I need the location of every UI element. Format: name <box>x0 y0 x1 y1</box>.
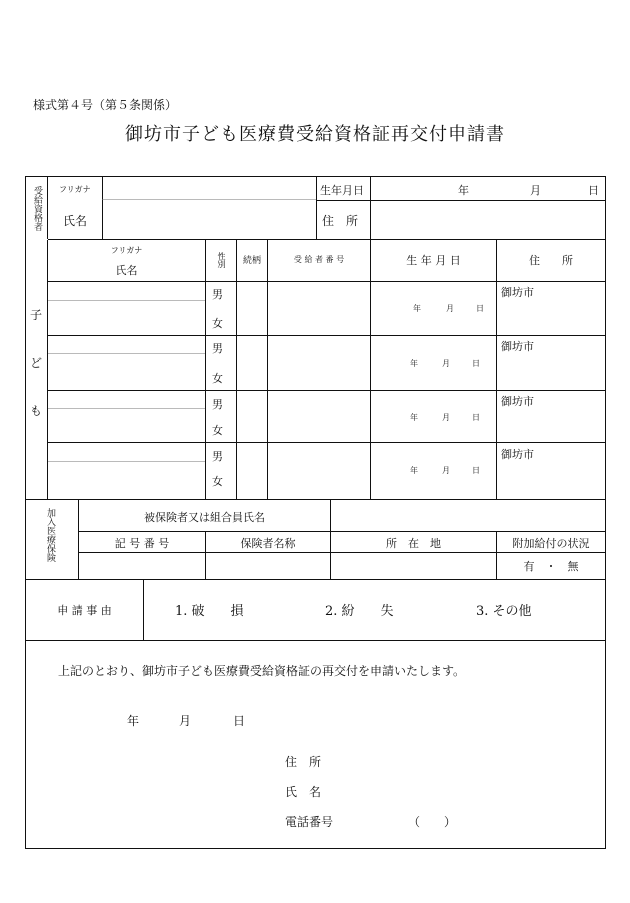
location-label: 所 在 地 <box>386 537 441 550</box>
child-2-female: 女 <box>212 372 223 385</box>
reason-option-other: 3. その他 <box>476 604 532 619</box>
declaration-month: 月 <box>179 714 192 728</box>
child-2-birth-day: 日 <box>472 359 480 368</box>
reason-option-damaged: 1. 破 損 <box>175 604 244 619</box>
children-sex-header: 性別 <box>217 252 226 268</box>
child-4-female: 女 <box>212 475 223 488</box>
child-1-female: 女 <box>212 317 223 330</box>
recipient-birth-year: 年 <box>458 184 469 197</box>
children-side-char-1: 子 <box>29 308 42 322</box>
recipient-birth-day: 日 <box>588 184 599 197</box>
child-1-birth-month: 月 <box>446 304 454 313</box>
applicant-name-label: 氏 名 <box>285 785 322 799</box>
child-3-birth-year: 年 <box>410 413 418 422</box>
declaration-year: 年 <box>127 714 140 728</box>
recipient-side-label: 受給資格者 <box>32 186 42 231</box>
children-address-header: 住 所 <box>529 254 573 267</box>
child-1-birth-day: 日 <box>476 304 484 313</box>
child-3-birth-day: 日 <box>472 413 480 422</box>
child-3-city: 御坊市 <box>501 395 534 408</box>
recipient-address-label: 住 所 <box>322 214 359 228</box>
insurer-name-label: 保険者名称 <box>240 537 296 550</box>
child-2-birth-year: 年 <box>410 359 418 368</box>
form-id: 様式第４号（第５条関係） <box>33 98 178 112</box>
yes-no-option: 有 ・ 無 <box>523 560 579 573</box>
child-3-female: 女 <box>212 424 223 437</box>
reason-label: 申 請 事 由 <box>57 604 112 617</box>
child-2-city: 御坊市 <box>501 340 534 353</box>
child-4-male: 男 <box>212 450 223 463</box>
child-1-birth-year: 年 <box>413 304 421 313</box>
child-4-city: 御坊市 <box>501 448 534 461</box>
child-1-male: 男 <box>212 288 223 301</box>
declaration-text: 上記のとおり、御坊市子ども医療費受給資格証の再交付を申請いたします。 <box>58 664 466 678</box>
child-2-birth-month: 月 <box>442 359 450 368</box>
insurance-side-label: 加入医療保険 <box>45 508 55 562</box>
child-1-city: 御坊市 <box>501 286 534 299</box>
reason-option-lost: 2. 紛 失 <box>325 604 394 619</box>
applicant-phone-label: 電話番号 <box>285 815 334 829</box>
applicant-phone-paren: （ ） <box>408 815 457 829</box>
children-name-header: 氏名 <box>115 264 138 277</box>
child-4-birth-year: 年 <box>410 466 418 475</box>
child-4-birth-day: 日 <box>472 466 480 475</box>
children-side-char-2: ど <box>29 356 42 370</box>
applicant-address-label: 住 所 <box>285 755 322 769</box>
children-relation-header: 続柄 <box>242 256 261 266</box>
insured-name-label: 被保険者又は組合員氏名 <box>144 511 265 524</box>
page-title: 御坊市子ども医療費受給資格証再交付申請書 <box>125 124 505 145</box>
children-side-char-3: も <box>29 404 42 418</box>
child-3-birth-month: 月 <box>442 413 450 422</box>
additional-benefit-label: 附加給付の状況 <box>512 537 590 550</box>
child-2-male: 男 <box>212 342 223 355</box>
recipient-name-label: 氏名 <box>63 214 88 228</box>
children-furigana-header: フリガナ <box>110 246 143 255</box>
child-3-male: 男 <box>212 398 223 411</box>
recipient-birth-month: 月 <box>530 184 541 197</box>
children-birth-header: 生 年 月 日 <box>406 254 461 267</box>
child-4-birth-month: 月 <box>442 466 450 475</box>
recipient-furigana-label: フリガナ <box>59 185 91 194</box>
recipient-birth-label: 生年月日 <box>320 184 364 197</box>
declaration-day: 日 <box>233 714 246 728</box>
children-recipient-no-header: 受 給 者 番 号 <box>293 255 345 264</box>
symbol-number-label: 記 号 番 号 <box>114 537 170 550</box>
